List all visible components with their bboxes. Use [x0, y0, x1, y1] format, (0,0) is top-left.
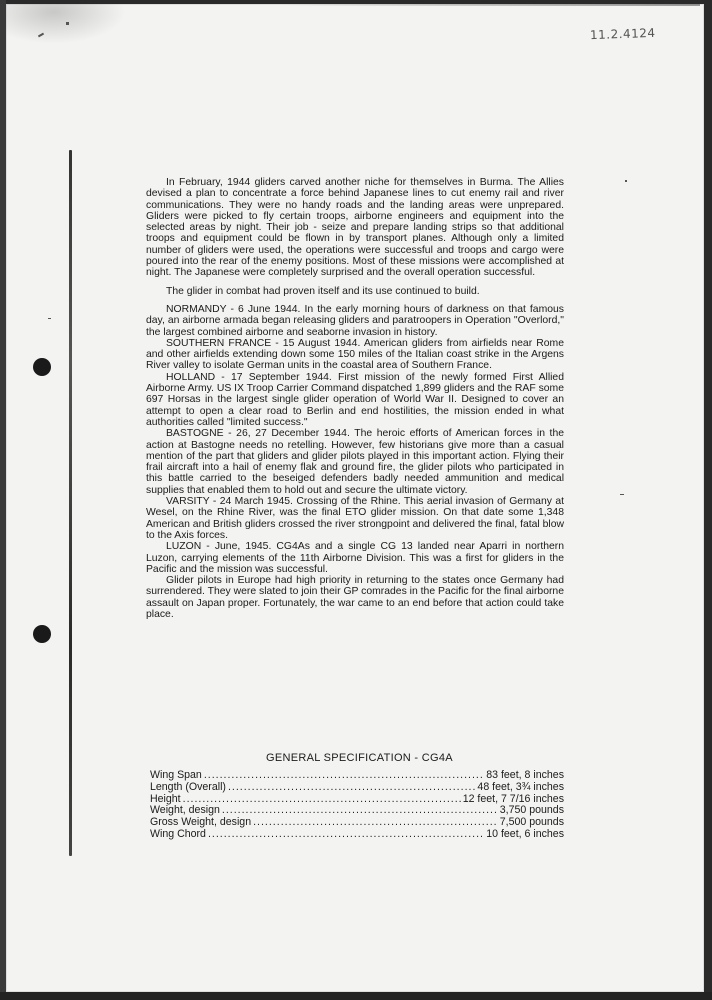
spec-row-weight: [150, 805, 564, 817]
spec-value: 48 feet, 3¾ inches: [477, 781, 564, 793]
scan-top-shadow: [280, 4, 700, 6]
paragraph-varsity: VARSITY - 24 March 1945. Crossing of the Rhine. This aerial invasion of Germany at Wesel, on the Rhine River, was the final ETO glider mission. On that date some 1,348 American and British gliders crossed the river strongpoint and delivered the final, fatal blow to the Axis forces.: [146, 496, 564, 541]
scan-speck: [66, 22, 69, 25]
scan-speck: [625, 180, 627, 182]
spec-value: 83 feet, 8 inches: [486, 770, 564, 781]
binding-mark: [69, 150, 72, 856]
spec-label: Wing Span: [150, 770, 202, 781]
scan-bottom-edge: [0, 992, 712, 1000]
leader-dots: [204, 770, 484, 782]
paragraph-southern-france: SOUTHERN FRANCE - 15 August 1944. American gliders from airfields near Rome and other airfields extending down some 150 miles of the Italian coast strike in the Argens River valley to isolate German units in the coastal area of Southern France.: [146, 337, 564, 372]
spec-label: Height: [150, 793, 181, 805]
scan-speck: [620, 494, 624, 495]
spec-row-wing-chord: [150, 829, 564, 841]
scan-speck: [48, 318, 51, 319]
leader-dots: [208, 829, 484, 841]
paragraph-bastogne: BASTOGNE - 26, 27 December 1944. The heroic efforts of American forces in the action at Bastogne needs no retelling. However, few historians give more than a casual mention of the part that gliders and glider pilots played in this important action. Flying their frail aircraft into a hail of enemy flak and ground fire, the glider pilots who participated in this battle carried to the beseiged defenders badly needed ammunition and medical supplies that enabled them to hold out and secure the ultimate victory.: [146, 428, 564, 496]
leader-dots: [183, 794, 461, 806]
spec-value: 7,500 pounds: [499, 817, 564, 829]
paragraph-combat: The glider in combat had proven itself and its use continued to build.: [166, 285, 480, 297]
spec-label: Wing Chord: [150, 828, 206, 840]
spec-label: Length (Overall): [150, 781, 226, 793]
spec-value: 10 feet, 6 inches: [486, 828, 564, 840]
spec-row-length: [150, 782, 564, 794]
spec-row-gross-weight: [150, 817, 564, 829]
paragraph-burma: In February, 1944 gliders carved another niche for themselves in Burma. The Allies devised a plan to concentrate a force behind Japanese lines to cut enemy rail and river communications. They were no handy roads and the landing areas were unprepared. Gliders were picked to fly certain troops, airborne engineers and equipment into the selected areas by night. Their job - seize and prepare landing strips so that additional troops and equipment could be flown in by transport planes. Although only a limited number of gliders were used, the operations were successful and troops and cargo were poured into the rear of the enemy positions. Most of these missions were accomplished at night. The Japanese were completely surprised and the overall operation successful.: [146, 177, 564, 279]
spec-list: [150, 770, 564, 841]
spec-label: Weight, design: [150, 805, 220, 817]
punch-hole-top: [33, 358, 51, 376]
spec-value: 3,750 pounds: [499, 805, 564, 817]
paragraph-glider-pilots: Glider pilots in Europe had high priority in returning to the states once Germany had surrendered. They were slated to join their GP comrades in the Pacific for the final airborne assault on Japan proper. Fortunately, the war came to an end before that action could take place.: [146, 575, 564, 620]
leader-dots: [253, 817, 498, 829]
paragraph-normandy: NORMANDY - 6 June 1944. In the early morning hours of darkness on that famous day, an airborne armada began releasing gliders and paratroopers in Operation "Overlord," the largest combined airborne and seaborne invasion in history.: [146, 303, 564, 338]
paragraph-luzon: LUZON - June, 1945. CG4As and a single CG 13 landed near Aparri in northern Luzon, carrying elements of the 11th Airborne Division. This was a first for gliders in the Pacific and the mission was successful.: [146, 541, 564, 575]
spec-row-height: [150, 794, 564, 806]
body-text: [146, 177, 564, 620]
paragraph-holland: HOLLAND - 17 September 1944. First mission of the newly formed First Allied Airborne Army. US IX Troop Carrier Command dispatched 1,899 gliders and the RAF some 697 Horsas in the largest single glider operation of World War II. Designed to cover an attempt to open a clear road to Berlin and end hostilities, the mission ended in what authorities called "limited success.": [146, 371, 564, 428]
archive-number: 11.2.4124: [589, 25, 656, 43]
punch-hole-bottom: [33, 625, 51, 643]
spec-row-wing-span: [150, 770, 564, 782]
spec-label: Gross Weight, design: [150, 817, 252, 829]
leader-dots: [228, 782, 475, 794]
spec-value: 12 feet, 7 7/16 inches: [462, 793, 564, 805]
spec-title: GENERAL SPECIFICATION - CG4A: [266, 752, 453, 764]
leader-dots: [222, 805, 498, 817]
